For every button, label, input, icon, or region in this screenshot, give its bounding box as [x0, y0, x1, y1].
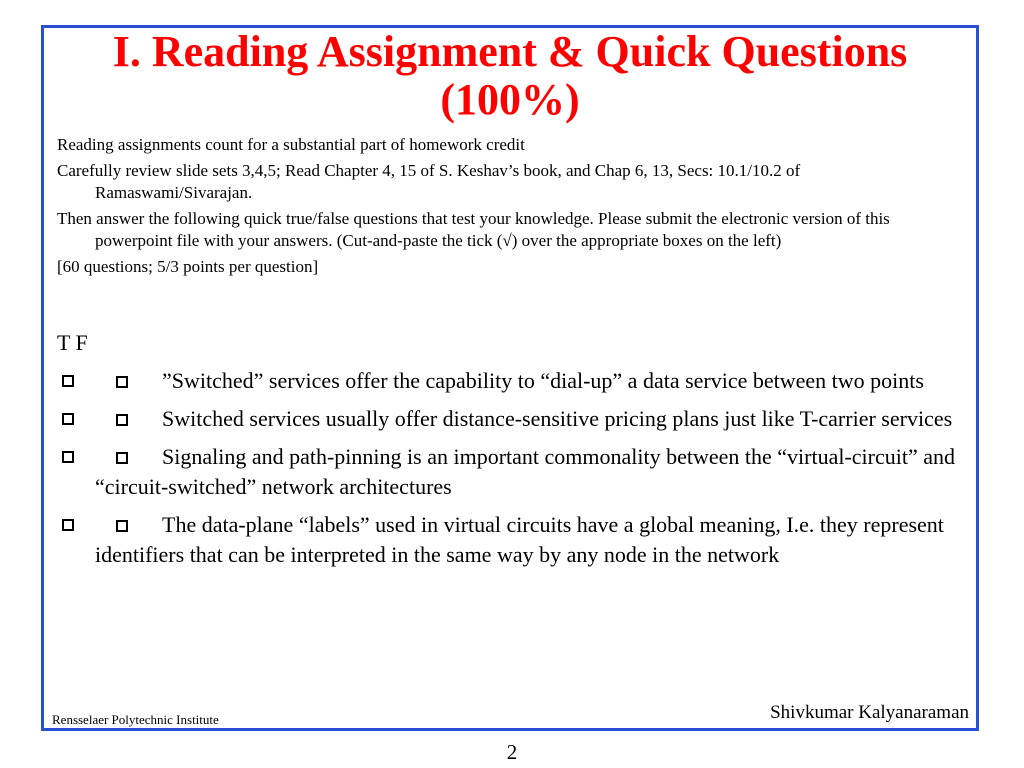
question-text: Switched services usually offer distance-sensitive pricing plans just like T-carrier services — [162, 406, 953, 431]
author-footer: Shivkumar Kalyanaraman — [770, 702, 969, 723]
question-item — [57, 404, 957, 434]
intro-line: Then answer the following quick true/false questions that test your knowledge. Please submit the electronic version of this powerpoint file with your answers. (Cut-and-paste the tick (√) over the appropriate boxes on the left) — [57, 209, 890, 250]
question-text: The data-plane “labels” used in virtual circuits have a global meaning, I.e. they represent identifiers that can be interpreted in the same way by any node in the network — [95, 512, 944, 567]
question-item — [57, 442, 957, 502]
question-text: Signaling and path-pinning is an important commonality between the “virtual-circuit” and “circuit-switched” network architectures — [95, 444, 956, 499]
question-text: ”Switched” services offer the capability to “dial-up” a data service between two points — [162, 368, 924, 393]
false-checkbox[interactable] — [116, 376, 128, 388]
intro-line: Carefully review slide sets 3,4,5; Read Chapter 4, 15 of S. Keshav’s book, and Chap 6, 13, Secs: 10.1/10.2 of Ramaswami/Sivarajan. — [57, 161, 801, 202]
intro-text — [57, 134, 957, 282]
institution-footer: Rensselaer Polytechnic Institute — [52, 712, 219, 727]
false-checkbox[interactable] — [116, 414, 128, 426]
question-list — [57, 366, 957, 578]
page-number: 2 — [506, 740, 518, 764]
true-checkbox[interactable] — [62, 375, 74, 387]
question-item — [57, 366, 957, 396]
true-checkbox[interactable] — [62, 451, 74, 463]
slide-title: I. Reading Assignment & Quick Questions (100%) — [112, 27, 908, 124]
false-checkbox[interactable] — [116, 520, 128, 532]
true-checkbox[interactable] — [62, 519, 74, 531]
true-checkbox[interactable] — [62, 413, 74, 425]
question-item — [57, 510, 957, 570]
intro-line: [60 questions; 5/3 points per question] — [57, 257, 319, 276]
false-checkbox[interactable] — [116, 452, 128, 464]
intro-line: Reading assignments count for a substantial part of homework credit — [57, 135, 525, 154]
true-false-header: T F — [57, 330, 88, 355]
